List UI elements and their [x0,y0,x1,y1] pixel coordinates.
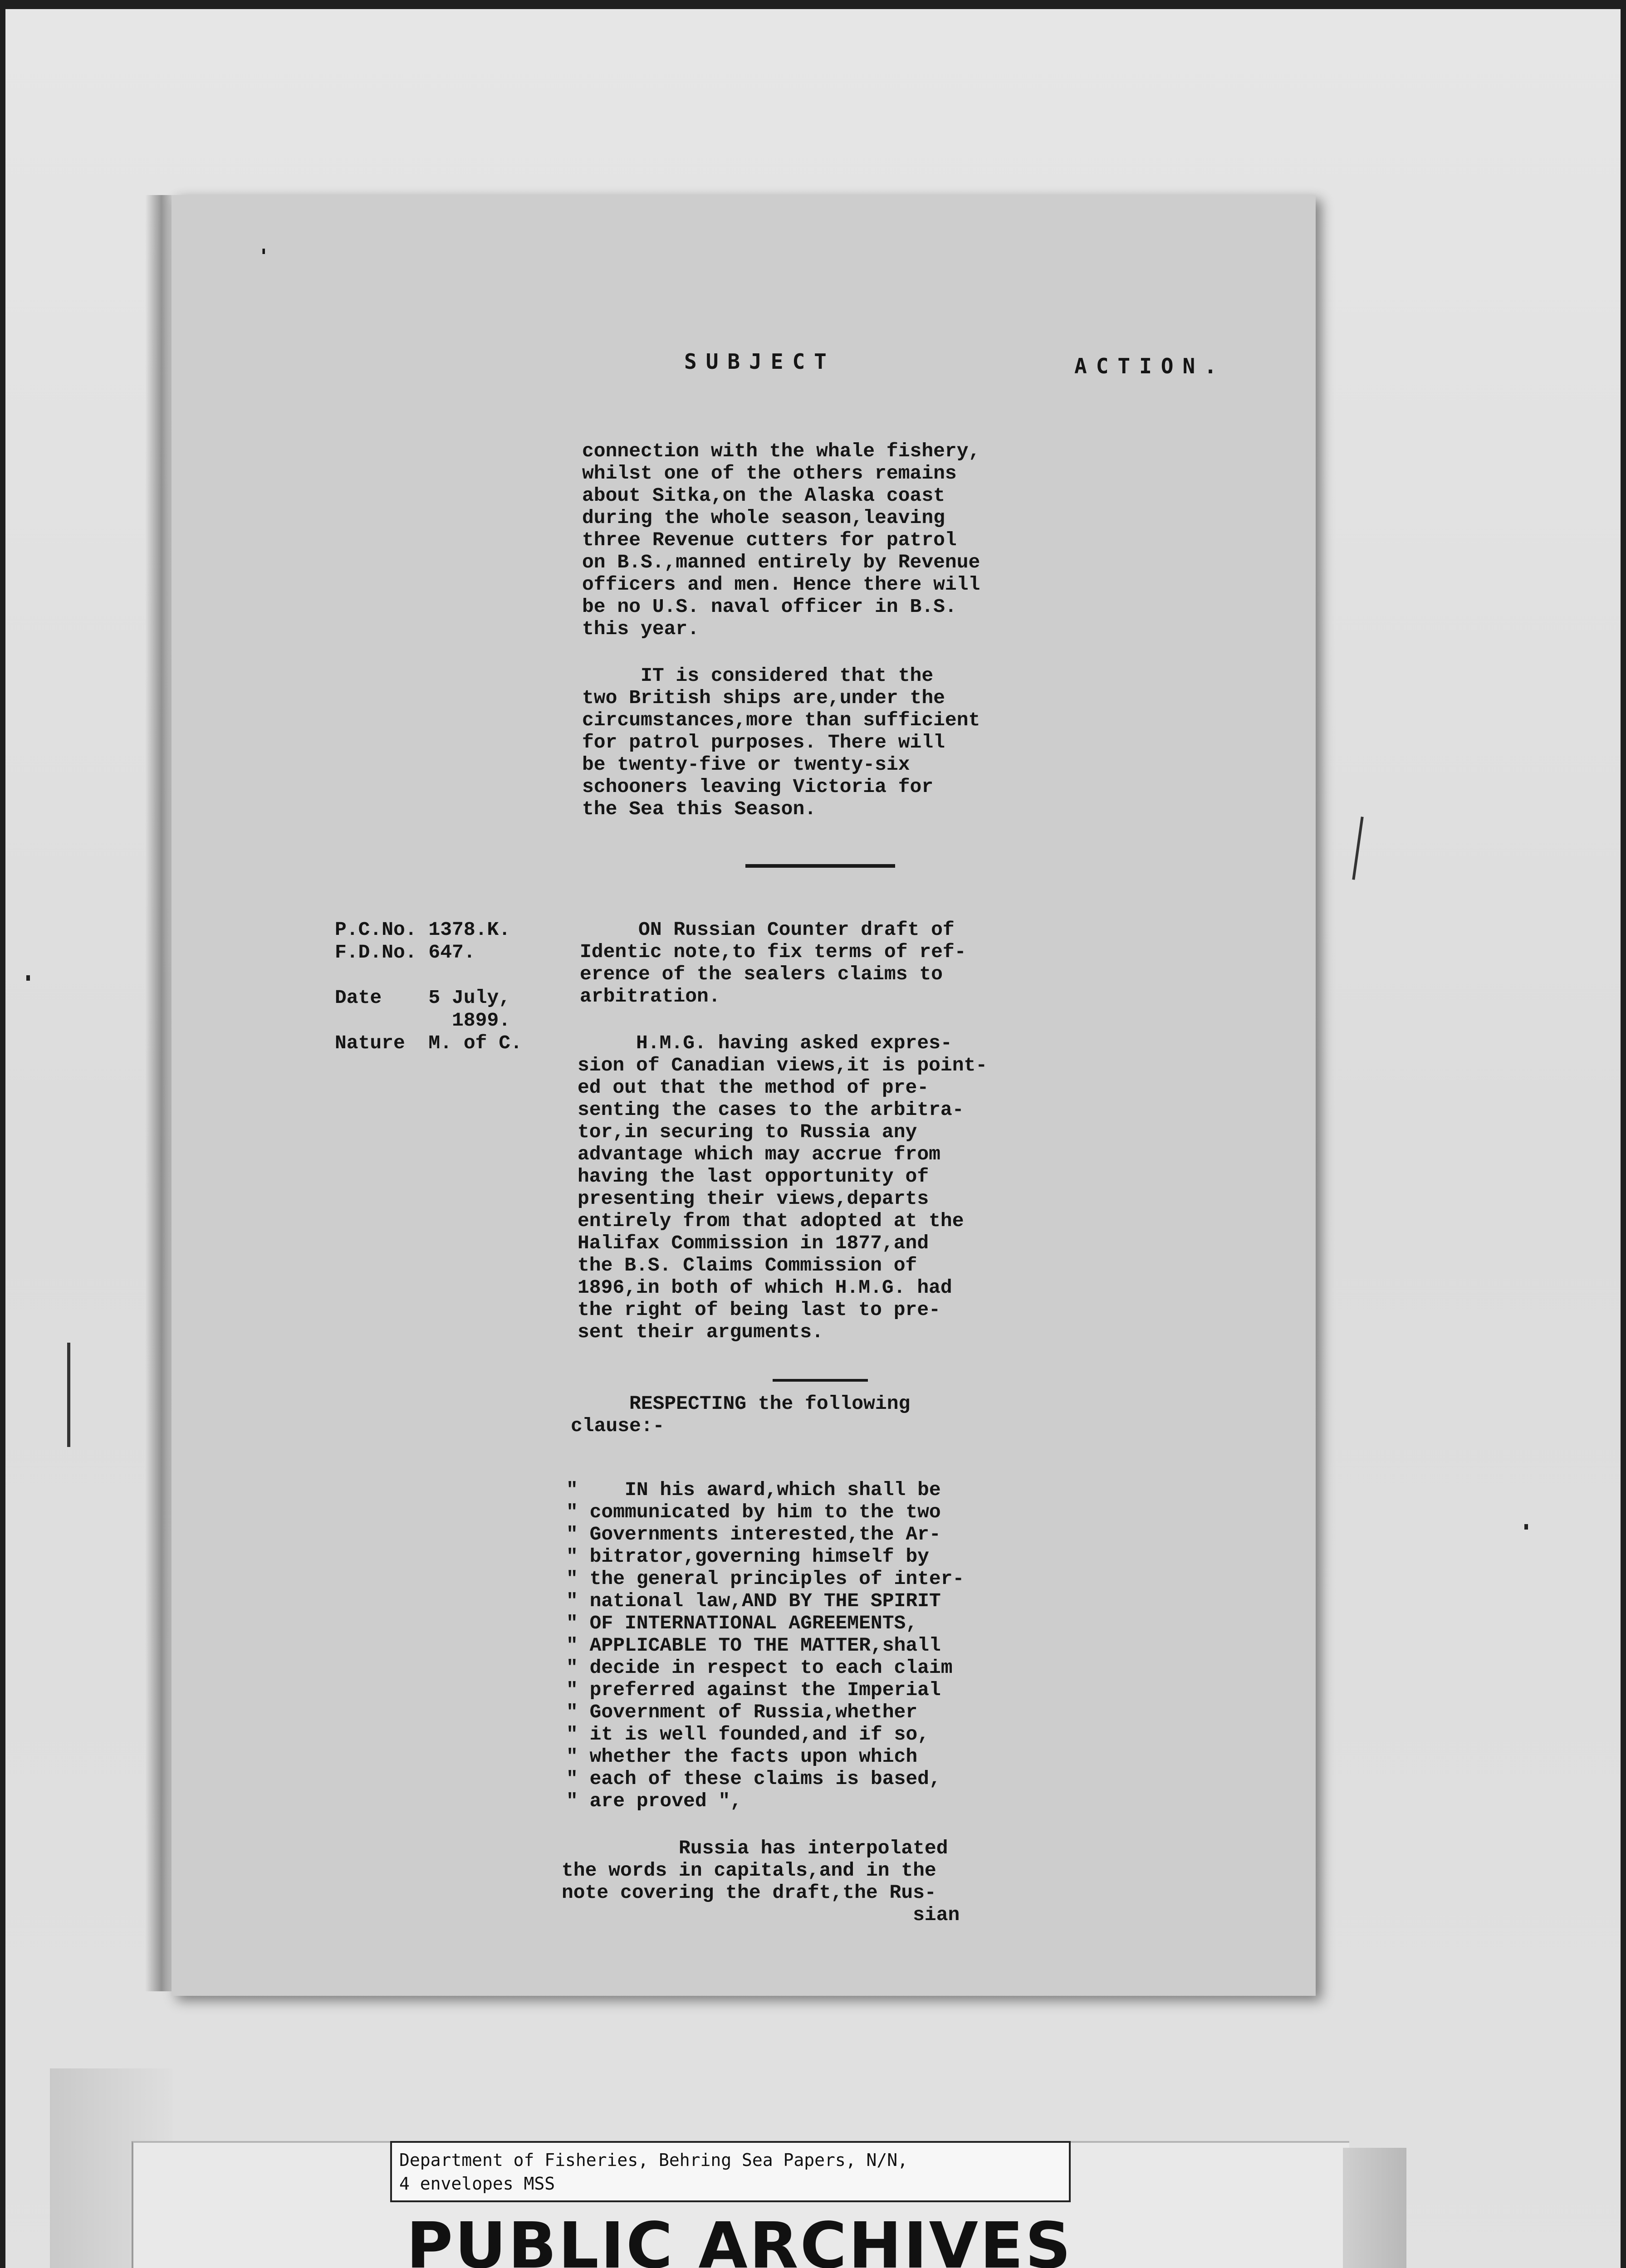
film-speck [26,975,30,981]
paragraph-respecting-clause: RESPECTING the following clause:- [571,1393,911,1437]
header-action: ACTION. [1074,354,1226,378]
quoted-clause: " IN his award,which shall be " communicated by him to the two " Governments interested,the Ar- " bitrator,governing himself by " the general principles of inter- " national law,AND BY THE SPIRIT " OF INTERNATIONAL AGREEMENTS, " APPLICABLE TO THE MATTER,shall " decide in respect to each claim " preferred against the Imperial " Government of Russia,whether " it is well founded,and if so, " whether the facts upon which " each of these claims is based, " are proved ", [566,1479,965,1812]
short-divider [773,1379,868,1382]
label-card-edge [1343,2148,1406,2268]
paragraph-whale-fishery: connection with the whale fishery, whilst one of the others remains about Sitka,on the Alaska coast during the whole season,leaving three Revenue cutters for patrol on B.S.,manned entirely by Revenue officers and men. Hence there will be no U.S. naval officer in B.S. this year. [582,440,980,640]
top-mark: ' [258,245,270,268]
paragraph-british-ships: IT is considered that the two British ships are,under the circumstances,more than sufficient for patrol purposes. There will be twenty-five or twenty-six schooners leaving Victoria for the Sea this Season. [582,665,980,820]
section-divider [745,864,895,868]
film-speck [1524,1524,1528,1530]
margin-line [67,1343,70,1447]
archive-title-english: PUBLIC ARCHIVES [406,2209,1073,2268]
paragraph-russia-interpolated: Russia has interpolated the words in capitals,and in the note covering the draft,the Rus- sian [562,1837,960,1926]
paragraph-hmg-views: H.M.G. having asked expres- sion of Canadian views,it is point- ed out that the method of pre- senting the cases to the arbitra- tor,in securing to Russia any advantage which may accrue from having the last opportunity of presenting their views,departs entirely from that adopted at the Halifax Commission in 1877,and the B.S. Claims Commission of 1896,in both of which H.M.G. had the right of being last to pre- sent their arguments. [578,1032,988,1343]
collection-line-1: Department of Fisheries, Behring Sea Papers, N/N, [399,2150,908,2170]
collection-line-2: 4 envelopes MSS [399,2174,555,2194]
document-sheet [171,195,1316,1996]
sheet-shadow [145,195,172,1991]
paragraph-russian-counter-draft: ON Russian Counter draft of Identic note,to fix terms of ref- erence of the sealers claims to arbitration. [580,919,966,1007]
reference-side-notes: P.C.No. 1378.K. F.D.No. 647. Date 5 July, 1899. Nature M. of C. [335,919,522,1054]
header-subject: SUBJECT [684,349,836,374]
